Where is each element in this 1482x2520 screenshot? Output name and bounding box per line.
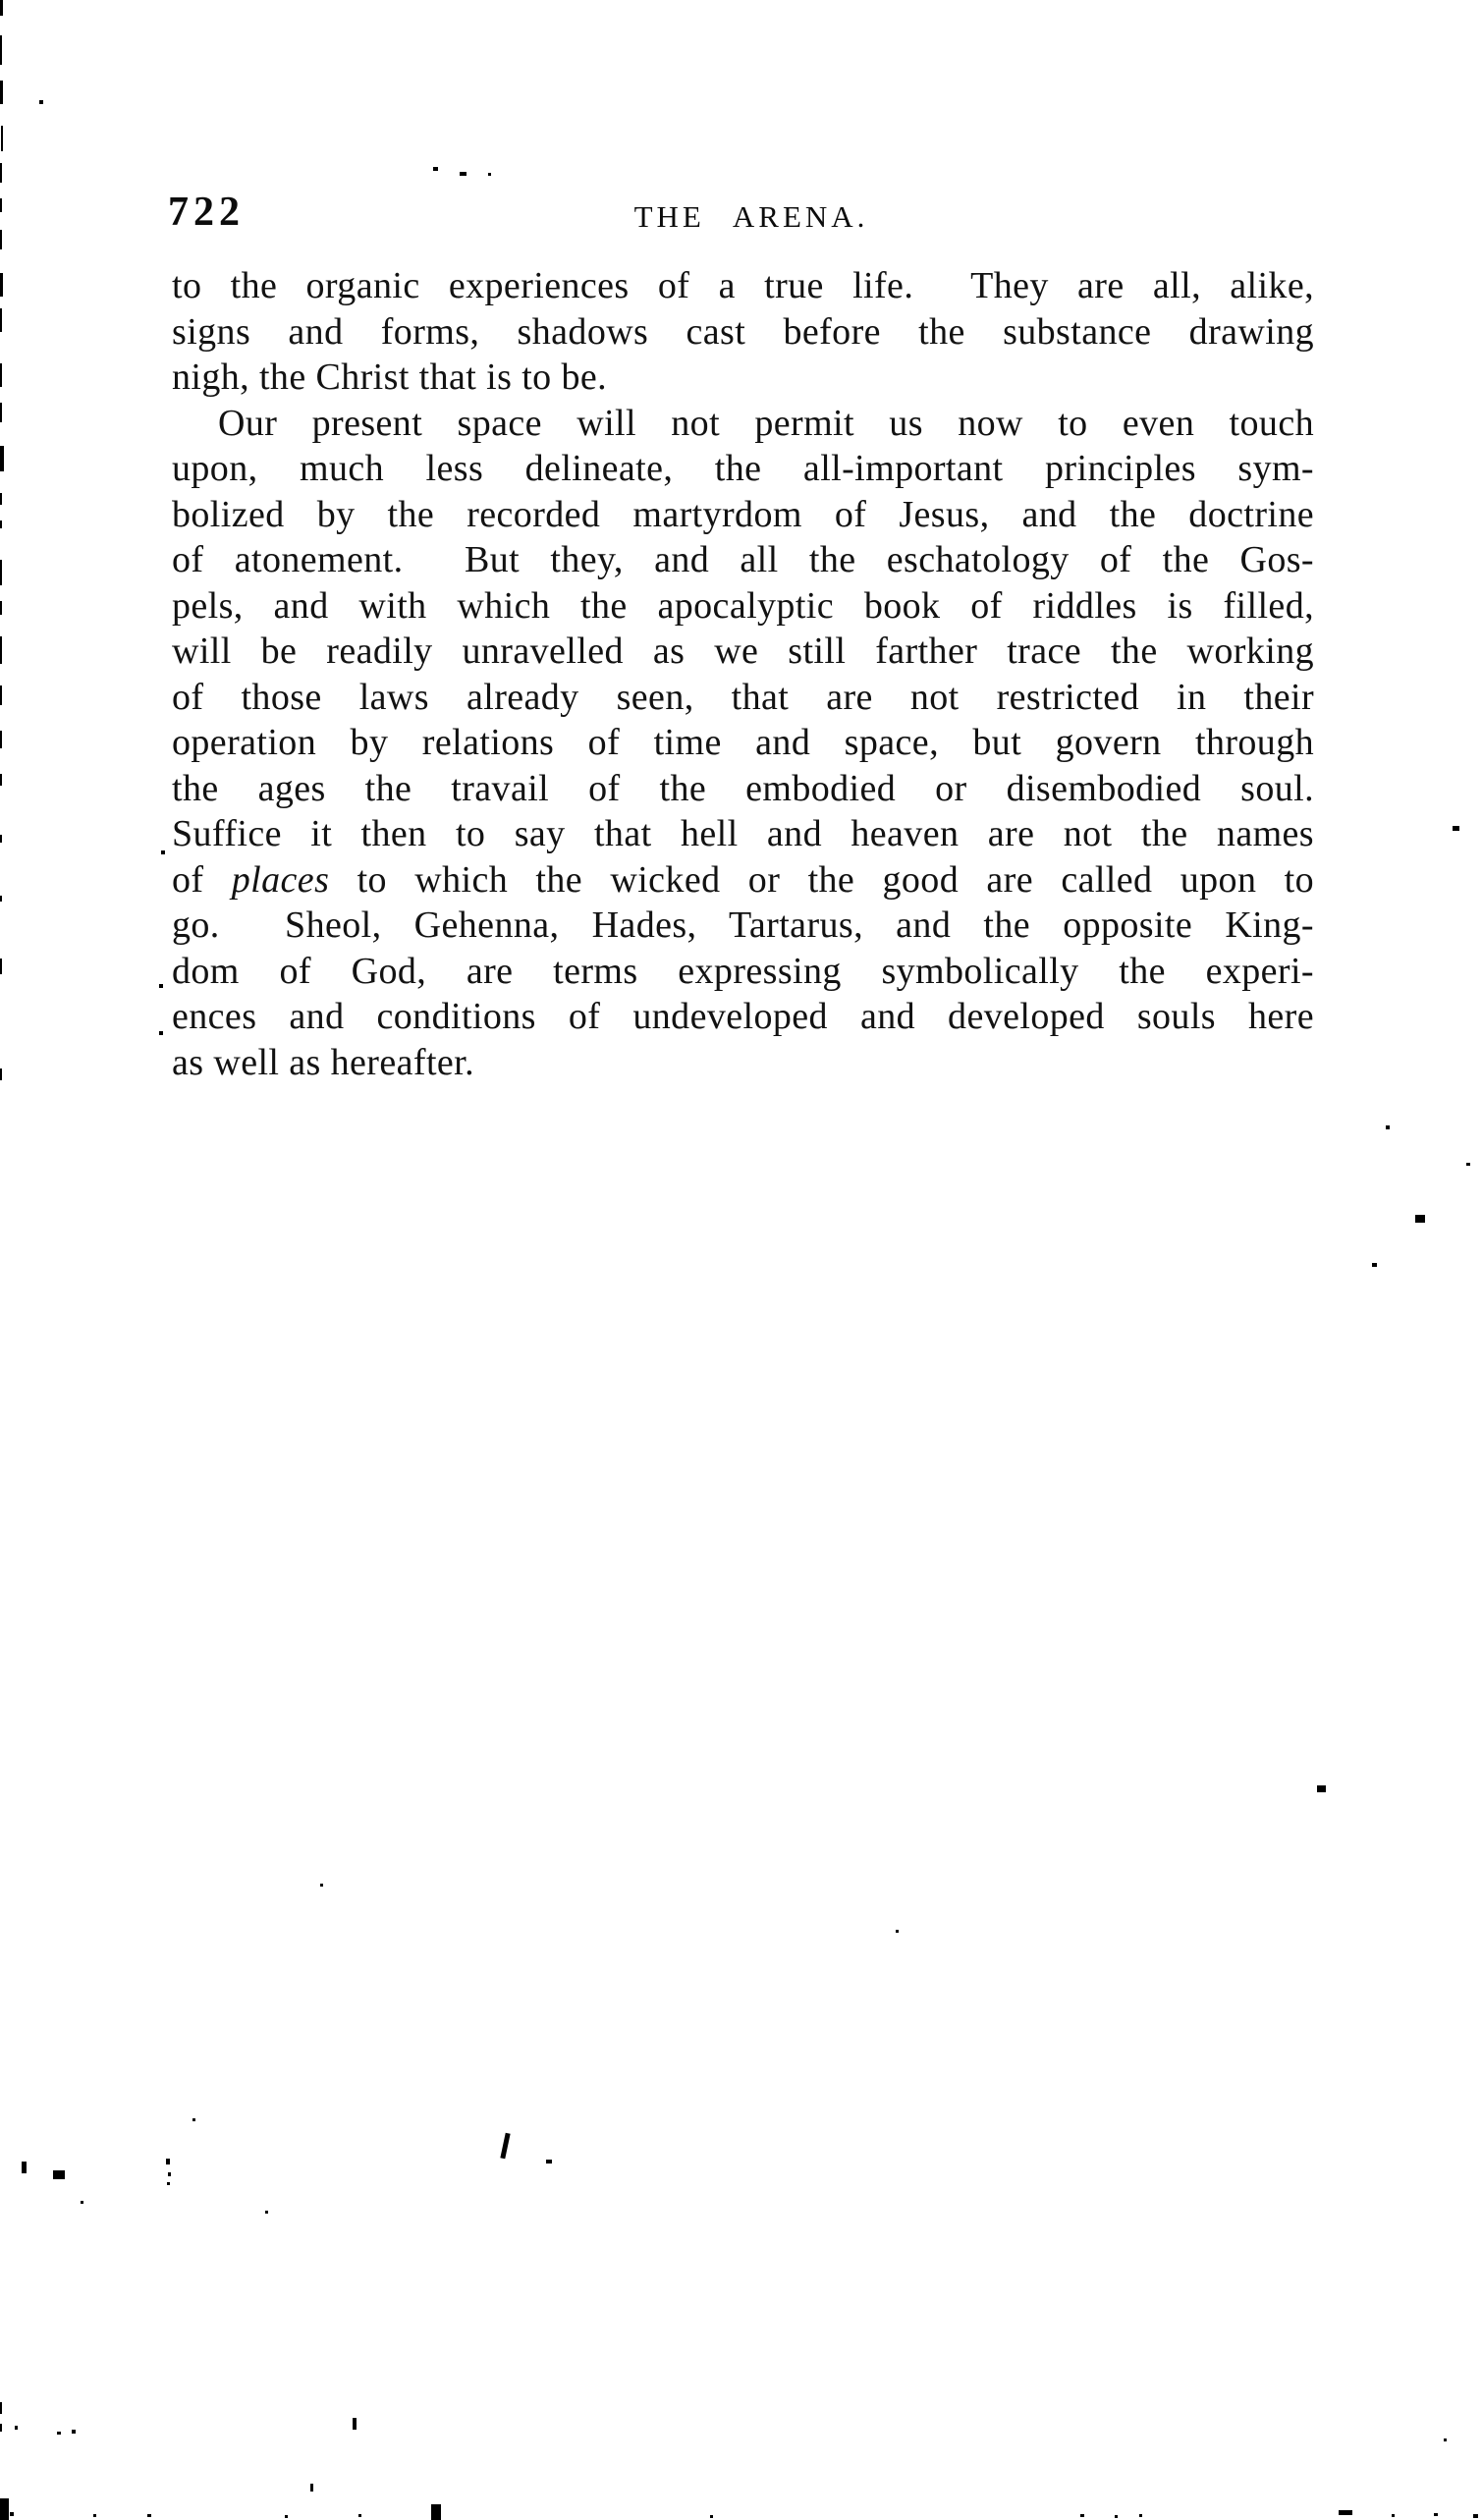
scan-speck — [0, 0, 3, 16]
scan-speck — [159, 984, 163, 988]
text-line — [172, 309, 1314, 356]
text-line — [172, 629, 1314, 675]
scan-speck — [1339, 2510, 1352, 2515]
text-line — [172, 903, 1314, 949]
scan-speck — [353, 2418, 357, 2430]
text-segment: the ages the travail of the embodied or disembodied soul. — [172, 767, 1314, 809]
page-body — [172, 263, 1314, 1085]
scan-speck — [0, 308, 2, 332]
scan-speck — [0, 520, 2, 528]
text-line — [172, 857, 1314, 904]
italic-text: places — [231, 858, 330, 901]
scan-speck — [57, 2432, 61, 2435]
scan-speck — [0, 1068, 2, 1080]
scan-speck — [460, 172, 467, 176]
scan-speck — [15, 2426, 18, 2430]
text-segment: of those laws already seen, that are not restricted in their — [172, 676, 1314, 718]
text-segment: Our present space will not permit us now to even touch — [218, 402, 1314, 444]
scan-speck — [0, 636, 2, 664]
scan-speck — [81, 2201, 83, 2204]
scan-speck — [310, 2484, 313, 2492]
scan-speck — [10, 2512, 14, 2516]
scan-speck — [1317, 1785, 1326, 1792]
scan-speck — [0, 198, 2, 212]
text-segment: nigh, the Christ that is to be. — [172, 356, 608, 398]
scan-speck — [0, 896, 2, 902]
scan-speck — [0, 230, 2, 249]
text-line — [172, 1040, 1314, 1086]
scan-speck — [0, 81, 3, 104]
scan-speck — [1115, 2515, 1118, 2518]
scan-speck — [0, 2424, 2, 2432]
scan-speck — [358, 2514, 361, 2517]
text-segment: of atonement. But they, and all the eschatology of the Gos- — [172, 539, 1314, 580]
scan-speck — [0, 163, 2, 183]
text-line — [172, 720, 1314, 766]
scan-speck — [166, 2159, 170, 2164]
text-line — [172, 537, 1314, 583]
scan-speck — [0, 835, 2, 843]
text-line — [172, 355, 1314, 401]
scan-speck — [0, 560, 2, 585]
scan-speck — [285, 2515, 288, 2518]
text-segment: go. Sheol, Gehenna, Hades, Tartarus, and the opposite King- — [172, 904, 1314, 946]
text-segment: will be readily unravelled as we still farther trace the working — [172, 630, 1314, 672]
scan-speck — [431, 2504, 441, 2520]
scan-speck — [147, 2514, 151, 2517]
scan-speck — [0, 35, 2, 65]
text-segment: bolized by the recorded martyrdom of Jesus, and the doctrine — [172, 493, 1314, 535]
scan-speck — [710, 2515, 713, 2518]
text-segment: to the organic experiences of a true life. They are all, alike, — [172, 265, 1314, 306]
scan-speck — [0, 685, 2, 705]
scan-speck — [0, 2498, 9, 2520]
scan-speck — [1453, 826, 1459, 831]
scan-speck — [0, 959, 2, 974]
scan-speck — [1466, 1163, 1470, 1166]
scan-speck — [1392, 2514, 1395, 2517]
scan-speck — [1139, 2514, 1142, 2517]
scan-speck — [488, 173, 491, 176]
scan-speck — [192, 2118, 195, 2121]
scan-speck — [0, 493, 2, 505]
text-segment: to which the wicked or the good are called upon to — [329, 858, 1315, 901]
scan-speck — [0, 774, 2, 786]
scan-speck — [0, 2402, 2, 2414]
scan-speck — [1, 126, 3, 151]
scan-speck — [0, 403, 2, 422]
page-number: 722 — [168, 190, 245, 235]
scan-speck — [896, 1930, 899, 1933]
scan-speck — [39, 100, 43, 104]
scan-speck — [1415, 1215, 1425, 1223]
text-line — [172, 994, 1314, 1040]
text-segment: pels, and with which the apocalyptic book of riddles is filled, — [172, 584, 1314, 627]
text-segment: ences and conditions of undeveloped and developed souls here — [172, 996, 1314, 1037]
text-line — [172, 401, 1314, 447]
text-line — [172, 583, 1314, 630]
scan-speck — [168, 2172, 171, 2176]
text-line — [172, 263, 1314, 309]
scan-speck — [1372, 1263, 1377, 1267]
scan-speck — [1473, 2514, 1478, 2518]
text-segment: as well as hereafter. — [172, 1041, 475, 1083]
text-segment: of — [172, 858, 232, 901]
scan-speck — [0, 601, 2, 615]
scan-speck — [320, 1884, 323, 1887]
text-line — [172, 492, 1314, 538]
scan-speck — [93, 2514, 96, 2517]
scan-speck — [53, 2170, 65, 2179]
scan-speck — [72, 2430, 76, 2434]
text-segment: signs and forms, shadows cast before the substance drawing — [172, 310, 1314, 353]
text-segment: operation by relations of time and space, but govern through — [172, 722, 1314, 763]
scan-speck — [161, 850, 165, 854]
text-line — [172, 446, 1314, 492]
scan-speck — [0, 446, 4, 471]
scan-speck — [0, 273, 3, 297]
running-title: THE ARENA. — [633, 199, 869, 234]
scan-speck — [22, 2162, 27, 2173]
scan-speck — [1386, 1125, 1390, 1129]
scan-speck — [0, 731, 2, 748]
text-line — [172, 949, 1314, 995]
scan-speck — [500, 2133, 510, 2159]
scan-speck — [1434, 2513, 1438, 2516]
text-segment: upon, much less delineate, the all-important principles sym- — [172, 448, 1314, 489]
text-segment: dom of God, are terms expressing symbolically the experi- — [172, 950, 1314, 992]
scan-speck — [0, 363, 2, 387]
text-segment: Suffice it then to say that hell and heaven are not the names — [172, 813, 1314, 854]
scan-speck — [265, 2211, 268, 2214]
scan-speck — [1444, 2438, 1447, 2441]
scan-speck — [433, 167, 438, 171]
scan-speck — [1080, 2514, 1084, 2517]
scan-speck — [546, 2160, 552, 2164]
text-line — [172, 766, 1314, 812]
text-line — [172, 811, 1314, 857]
text-line — [172, 675, 1314, 721]
scan-speck — [167, 2182, 170, 2185]
scan-speck — [159, 1031, 163, 1035]
